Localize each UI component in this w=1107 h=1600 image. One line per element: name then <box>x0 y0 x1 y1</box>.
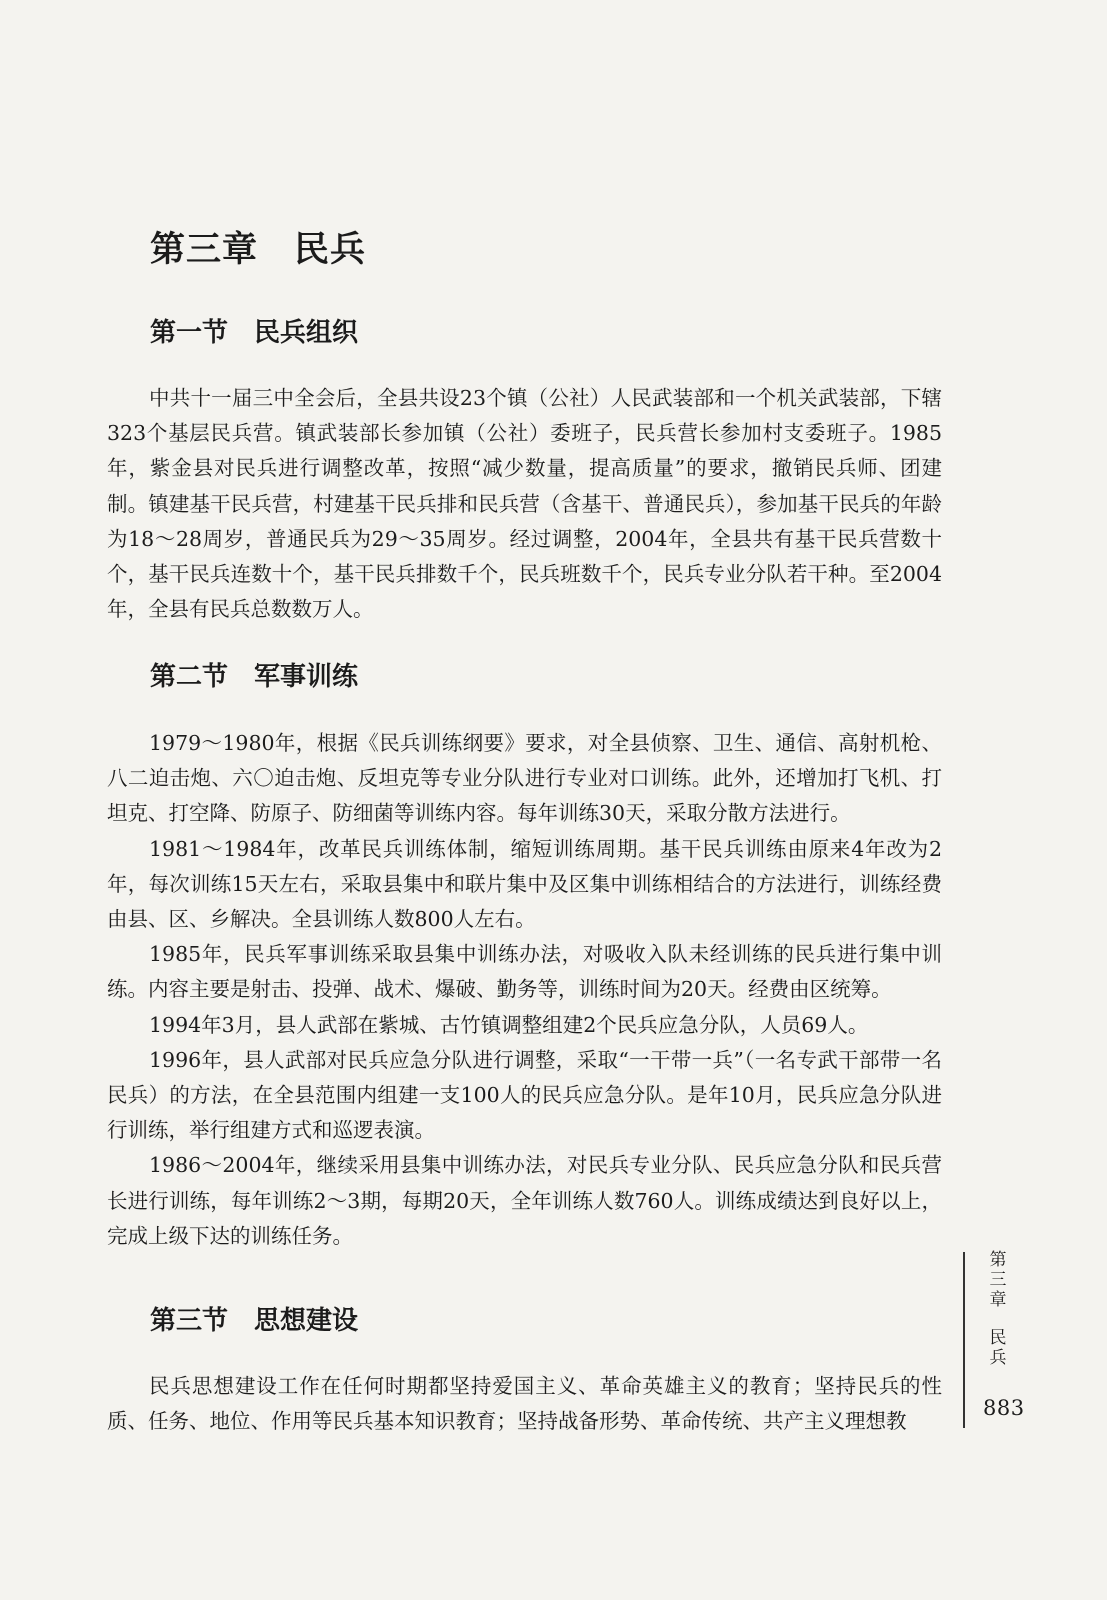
section-body-2 <box>107 726 942 1254</box>
paragraph: 1985年，民兵军事训练采取县集中训练办法，对吸收入队未经训练的民兵进行集中训练。内容主要是射击、投弹、战术、爆破、勤务等，训练时间为20天。经费由区统筹。 <box>107 942 942 1002</box>
chapter-title: 第三章 民兵 <box>150 230 367 270</box>
paragraph: 1986～2004年，继续采用县集中训练办法，对民兵专业分队、民兵应急分队和民兵营长进行训练，每年训练2～3期，每期20天，全年训练人数760人。训练成绩达到良好以上，完成上级下达的训练任务。 <box>107 1153 942 1248</box>
side-tab-char: 三 <box>989 1270 1007 1290</box>
side-tab-char: 兵 <box>989 1348 1007 1368</box>
section-title-1: 第一节 民兵组织 <box>150 318 359 348</box>
side-tab-char: 民 <box>989 1328 1007 1348</box>
section-title-2: 第二节 军事训练 <box>150 662 359 692</box>
paragraph: 民兵思想建设工作在任何时期都坚持爱国主义、革命英雄主义的教育；坚持民兵的性质、任务、地位、作用等民兵基本知识教育；坚持战备形势、革命传统、共产主义理想教 <box>107 1374 942 1434</box>
page-number: 883 <box>983 1396 1025 1420</box>
section-body-1 <box>107 381 942 627</box>
section-title-3: 第三节 思想建设 <box>150 1306 359 1336</box>
side-tab-char: 章 <box>989 1290 1007 1310</box>
paragraph: 1996年，县人武部对民兵应急分队进行调整，采取“一干带一兵”（一名专武干部带一名民兵）的方法，在全县范围内组建一支100人的民兵应急分队。是年10月，民兵应急分队进行训练，举行组建方式和巡逻表演。 <box>107 1047 942 1143</box>
section-body-3 <box>107 1369 942 1439</box>
paragraph: 1981～1984年，改革民兵训练体制，缩短训练周期。基干民兵训练由原来4年改为2年，每次训练15天左右，采取县集中和联片集中及区集中训练相结合的方法进行，训练经费由县、区、乡解决。全县训练人数800人左右。 <box>107 836 942 932</box>
side-chapter-tab <box>983 1250 1013 1368</box>
paragraph: 1994年3月，县人武部在紫城、古竹镇调整组建2个民兵应急分队，人员69人。 <box>149 1012 869 1037</box>
side-tab-char: 第 <box>989 1250 1007 1270</box>
paragraph: 1979～1980年，根据《民兵训练纲要》要求，对全县侦察、卫生、通信、高射机枪、八二迫击炮、六〇迫击炮、反坦克等专业分队进行专业对口训练。此外，还增加打飞机、打坦克、打空降、防原子、防细菌等训练内容。每年训练30天，采取分散方法进行。 <box>107 731 942 826</box>
side-divider-line <box>963 1252 965 1428</box>
paragraph: 中共十一届三中全会后，全县共设23个镇（公社）人民武装部和一个机关武装部，下辖323个基层民兵营。镇武装部长参加镇（公社）委班子，民兵营长参加村支委班子。1985年，紫金县对民兵进行调整改革，按照“减少数量，提高质量”的要求，撤销民兵师、团建制。镇建基干民兵营，村建基干民兵排和民兵营（含基干、普通民兵），参加基干民兵的年龄为18～28周岁，普通民兵为29～35周岁。经过调整，2004年，全县共有基干民兵营数十个，基干民兵连数十个，基干民兵排数千个，民兵班数千个，民兵专业分队若干种。至2004年，全县有民兵总数数万人。 <box>107 386 942 622</box>
